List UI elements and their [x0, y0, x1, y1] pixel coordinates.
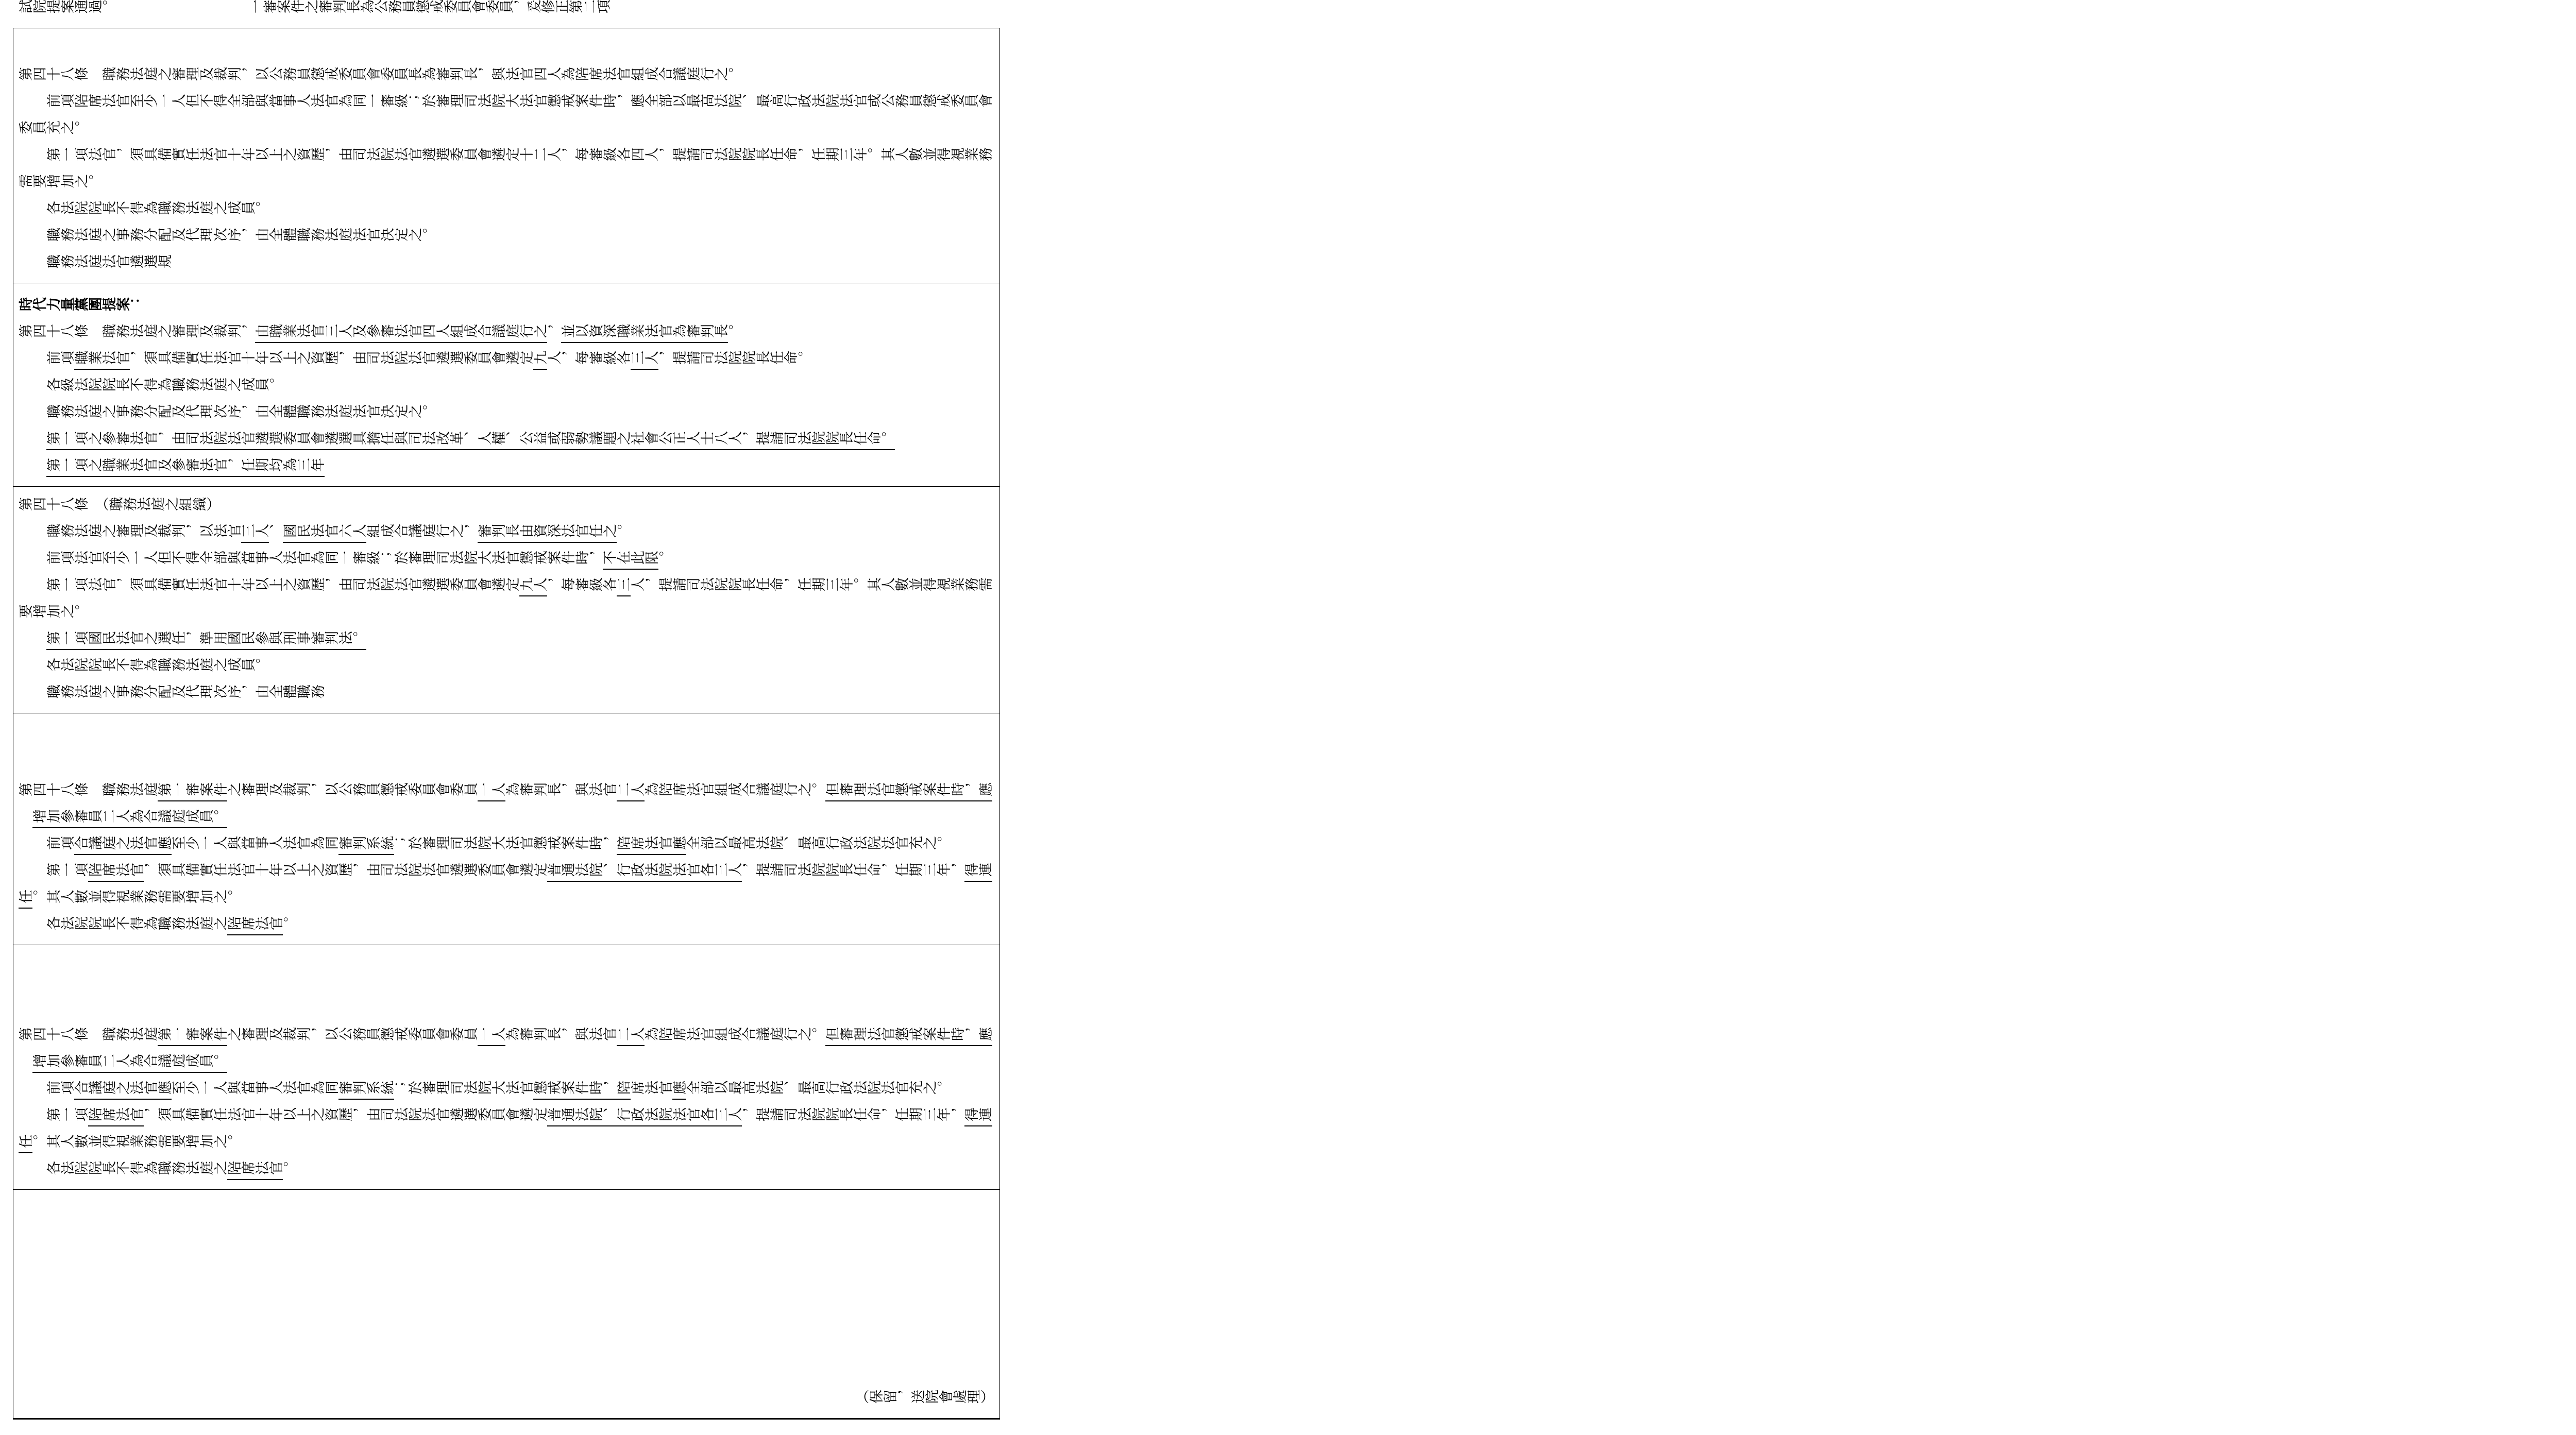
col-b-p1: [19, 778, 994, 831]
clause-text: 第一項法官，須具備實任法官十年以上之資歷，由司法院法官遴選委員會遴定: [46, 578, 519, 594]
clause-text: 。其人數並得視業務需要增加之。: [32, 890, 241, 906]
col-c-p4: [19, 626, 994, 653]
col-e-p4: [19, 196, 994, 223]
clause-text: 為陪席法官組成合議庭行之。: [645, 1028, 825, 1044]
col-f-review-text: 試院提案通過。: [19, 0, 116, 16]
underlined-amendment-text: 九: [533, 351, 547, 367]
clause-text: 各法院院長不得為職務法庭之成員。: [46, 201, 269, 217]
col-d-p1: [19, 319, 994, 346]
underlined-amendment-text: 審判系統: [338, 836, 394, 852]
column-f-top-body: [13, 0, 227, 28]
underlined-amendment-text: 一人: [478, 783, 505, 799]
col-c-p2: [19, 546, 994, 573]
col-d-p2: [19, 346, 994, 373]
underlined-amendment-text: 陪席法官: [88, 863, 144, 879]
clause-text: ，每審級各: [547, 578, 617, 594]
col-b-p3: [19, 858, 994, 912]
clause-text: 組成合議庭行之，: [366, 524, 478, 540]
col-d-p4: [19, 400, 994, 426]
clause-text: 第四十八條 職務法庭之審理及裁判，以公務員懲戒委員會委員長為審判長，與法官四人為陪席法官組成合議庭行之。: [19, 67, 742, 83]
underlined-amendment-text: 第一項之參審法官，由司法院法官遴選委員會遴選具擔任與司法改革、人權、公益或弱勢議題之社會公正人士八人，提請司法院院長任命。: [46, 432, 895, 448]
clause-text: 之審理及裁判，以公務員懲戒委員會委員: [227, 783, 478, 799]
clause-text: 職務法庭之事務分配及代理次序，由全體職務: [46, 685, 325, 701]
clause-text: 席法官: [631, 1081, 672, 1097]
underlined-amendment-text: 不在此限: [603, 551, 658, 567]
underlined-amendment-text: 得連任: [19, 863, 992, 906]
clause-text: 前項陪席法官至少一人但不得全部與當事人法官為同一審級；於審理司法院大法官懲戒案件時，應全部以最高法院、最高行政法院法官或公務員懲戒委員會委員充之。: [19, 94, 992, 137]
col-e-p2: [19, 89, 994, 143]
underlined-amendment-text: 審判長由資深法官任之: [478, 524, 617, 540]
col-d-p6: [19, 453, 994, 480]
underlined-amendment-text: 陪席法官應: [617, 836, 686, 852]
underlined-amendment-text: 二人: [617, 783, 645, 799]
clause-text: 第一項: [46, 863, 88, 879]
clause-text: 為審判長，與法官: [505, 783, 617, 799]
clause-text: 之審理及裁判，以公務員懲戒委員會委員: [227, 1028, 478, 1044]
underlined-amendment-text: 第一項之職業法官及參審法官，任期均為三年: [46, 458, 325, 474]
underlined-amendment-text: 並以資深職業法官為審判長: [561, 324, 728, 340]
column-a-body: [13, 1016, 999, 1189]
underlined-amendment-text: 第一審案件: [158, 783, 227, 799]
clause-text: 第四十八條 （職務法庭之組織）: [19, 498, 221, 514]
clause-text: 第一項: [46, 1108, 88, 1124]
reserved-text: （保留，送院會處理）: [855, 1390, 994, 1406]
clause-text: 職務法庭之事務分配及代理次序，由全體職務法庭法官決定之。: [46, 405, 436, 421]
clause-text: 至少一人與當事人法官為同: [172, 836, 338, 852]
rotated-sheet: [0, 0, 1013, 1435]
column-d: [13, 283, 1000, 487]
col-b-p4: [19, 912, 994, 938]
clause-text: ；於審理司法院大法官: [394, 1081, 533, 1097]
clause-text: 第四十八條 職務法庭: [19, 783, 158, 799]
col-c-title: [19, 492, 994, 519]
column-b: [13, 713, 1000, 945]
clause-text: 、: [269, 524, 283, 540]
clause-text: 第一項法官，須具備實任法官十年以上之資歷，由司法院法官遴選委員會遴定十二人，每審級各四人，提請司法院院長任命，任期三年。其人數並得視業務需要增加之。: [19, 148, 992, 191]
underlined-amendment-text: 九人: [519, 578, 547, 594]
clause-text: ，須具備實任法官十年以上之資歷，由司法院法官遴選委員會遴定: [144, 1108, 547, 1124]
col-e-p6: [19, 250, 994, 277]
clause-text: 。: [728, 324, 742, 340]
clause-text: 各法院院長不得為職務法庭之: [46, 1161, 227, 1177]
underlined-amendment-text: 三: [617, 578, 631, 594]
underlined-amendment-text: 應: [672, 1081, 686, 1097]
clause-text: 。: [283, 1161, 297, 1177]
underlined-amendment-text: 但審理法官懲戒案件時，應增加參審員二人為合議庭成員。: [32, 783, 992, 826]
clause-text: ，: [547, 324, 561, 340]
clause-text: 至少一人與當事人法官為同: [172, 1081, 338, 1097]
column-e: [13, 28, 1000, 283]
clause-text: 人，每審級各: [547, 351, 631, 367]
column-a: [13, 945, 1000, 1190]
column-e-body: [13, 56, 999, 283]
col-d-heading: 時代力量黨團提案：: [19, 298, 144, 314]
col-f-review: [19, 0, 222, 22]
clause-text: ，須具備實任法官十年以上之資歷，由司法院法官遴選委員會遴定: [144, 863, 547, 879]
col-e-p3: [19, 143, 994, 196]
clause-text: 為審判長，與法官: [505, 1028, 617, 1044]
clause-text: 第四十八條 職務法庭之審理及裁判，: [19, 324, 255, 340]
col-d-p5: [19, 426, 994, 453]
clause-text: 職務法庭之審理及裁判，以法官: [46, 524, 241, 540]
column-b-body: [13, 772, 999, 945]
clause-text: 全部以最高法院、最高行政法院法官充之。: [686, 1081, 951, 1097]
column-d-body: [13, 286, 999, 486]
clause-text: 。: [283, 917, 297, 933]
clause-text: ，提請司法院院長任命，任期三年，: [742, 863, 964, 879]
clause-text: 前項: [46, 351, 74, 367]
col-e-p5: [19, 223, 994, 250]
underlined-amendment-text: 第一審案件: [158, 1028, 227, 1044]
underlined-amendment-text: 普通法院、行政法院法官各三人: [547, 1108, 742, 1124]
underlined-amendment-text: 一人: [478, 1028, 505, 1044]
underlined-amendment-text: 但審理法官懲戒案件時，應增加參審員二人為合議庭成員。: [32, 1028, 992, 1070]
clause-text: 人，提請司法院院長任命，任期三年。其人數並得視業務需要增加之。: [19, 578, 992, 621]
underlined-amendment-text: 審判系統: [338, 1081, 394, 1097]
underlined-amendment-text: 普通法院、行政法院法官各三人: [547, 863, 742, 879]
clause-text: 職務法庭法官遴選規: [46, 255, 172, 271]
clause-text: 各法院院長不得為職務法庭之: [46, 917, 227, 933]
column-c: [13, 487, 1000, 713]
clause-text: 第四十八條 職務法庭: [19, 1028, 158, 1044]
clause-text: ，提請司法院院長任命。: [658, 351, 811, 367]
col-a-p1: [19, 1022, 994, 1076]
clause-text: 各法院院長不得為職務法庭之成員。: [46, 658, 269, 674]
underlined-amendment-text: 懲戒案件時，陪: [533, 1081, 631, 1097]
underlined-amendment-text: 陪席法官: [227, 1161, 283, 1177]
clause-text: 。其人數並得視業務需要增加之。: [32, 1135, 241, 1151]
clause-text: 。: [617, 524, 631, 540]
col-b-p2: [19, 831, 994, 858]
clause-text: ，須具備實任法官十年以上之資歷，由司法院法官遴選委員會遴定: [130, 351, 533, 367]
underlined-amendment-text: 三人: [241, 524, 269, 540]
col-c-p6: [19, 680, 994, 707]
col-a-p3: [19, 1103, 994, 1156]
col-e-p1: [19, 62, 994, 89]
underlined-amendment-text: 職業法官: [74, 351, 130, 367]
underlined-amendment-text: 合議庭之法官應: [74, 836, 172, 852]
document-page: [0, 0, 1013, 1435]
underlined-amendment-text: 得連任: [19, 1108, 992, 1151]
column-c-body: [13, 486, 999, 713]
underlined-amendment-text: 陪席法官: [227, 917, 283, 933]
clause-text: 職務法庭之事務分配及代理次序，由全體職務法庭法官決定之。: [46, 228, 436, 244]
underlined-amendment-text: 合議庭之法官應: [74, 1081, 172, 1097]
underlined-amendment-text: 陪席法官: [88, 1108, 144, 1124]
clause-text: 前項: [46, 836, 74, 852]
col-d-p3: [19, 373, 994, 400]
underlined-amendment-text: 第一項國民法官之選任，準用國民參與刑事審判法。: [46, 631, 366, 647]
col-a-p2: [19, 1076, 994, 1103]
col-c-p1: [19, 519, 994, 546]
clause-text: 各級法院院長不得為職務法庭之成員。: [46, 378, 283, 394]
clause-text: 全部以最高法院、最高行政法院法官充之。: [686, 836, 951, 852]
col-c-p5: [19, 653, 994, 680]
clause-text: 。: [658, 551, 672, 567]
col-c-p3: [19, 573, 994, 626]
clause-text: 前項法官至少一人但不得全部與當事人法官為同一審級；於審理司法院大法官懲戒案件時，: [46, 551, 603, 567]
underlined-amendment-text: 三人: [631, 351, 658, 367]
clause-text: ，提請司法院院長任命，任期三年，: [742, 1108, 964, 1124]
clause-text: 為陪席法官組成合議庭行之。: [645, 783, 825, 799]
underlined-amendment-text: 由職業法官三人及參審法官四人組成合議庭行之: [255, 324, 547, 340]
col-f-item-2: 一審案件之審判長為公務員懲戒委員會委員，爰修正第二項: [249, 0, 611, 16]
clause-text: 前項: [46, 1081, 74, 1097]
column-f-bottom-body: [227, 0, 999, 28]
reserved-cell: [13, 1190, 1000, 1419]
underlined-amendment-text: 二人: [617, 1028, 645, 1044]
underlined-amendment-text: 國民法官六人: [283, 524, 366, 540]
comparison-table: [13, 0, 1000, 1420]
clause-text: ；於審理司法院大法官懲戒案件時，: [394, 836, 617, 852]
col-a-p4: [19, 1156, 994, 1183]
